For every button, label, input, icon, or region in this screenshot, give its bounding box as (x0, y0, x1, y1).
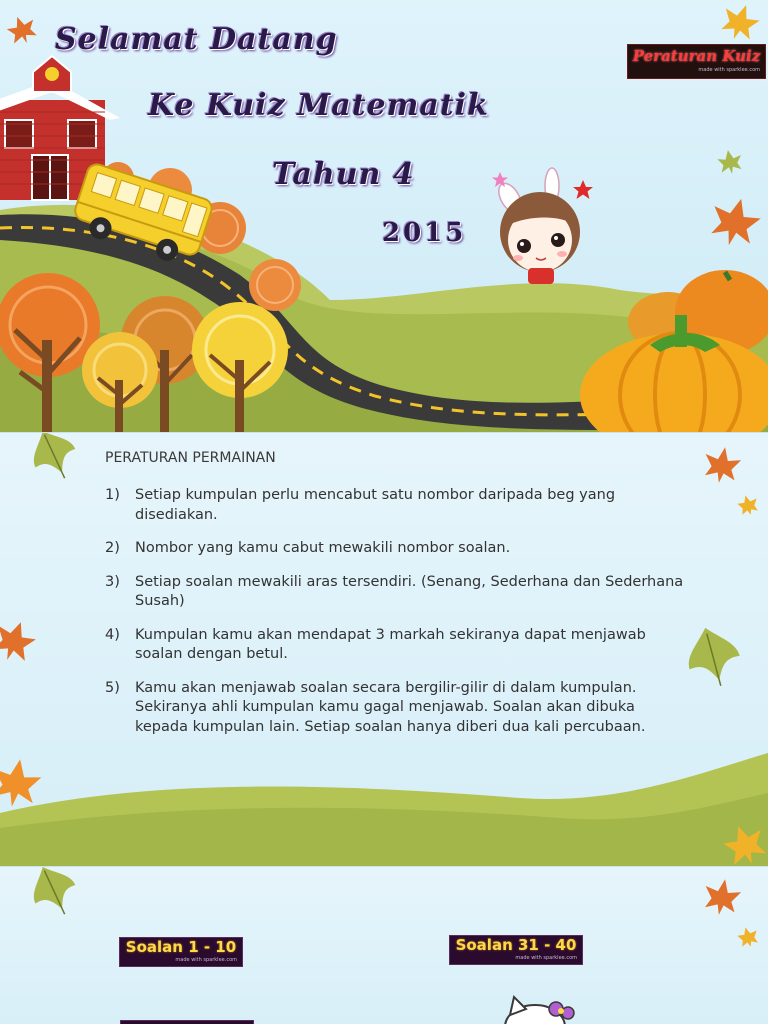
maple-leaf-icon (0, 755, 44, 811)
question-menu-slide (0, 866, 768, 1024)
rule-number: 3) (105, 573, 120, 590)
rule-number: 1) (105, 487, 120, 503)
bunny-girl-icon (494, 168, 580, 284)
rules-button[interactable] (627, 44, 766, 79)
maple-leaf-icon (23, 433, 85, 487)
questions-31-40-watermark: made with sparklee.com (515, 955, 577, 961)
rule-number: 2) (105, 540, 120, 556)
rule-text: Kumpulan kamu akan mendapat 3 markah sekiranya dapat menjawab soalan dengan betul. (135, 626, 646, 662)
maple-leaf-icon (680, 621, 746, 692)
maple-leaf-icon (23, 867, 85, 923)
rule-item (105, 679, 685, 738)
maple-leaf-icon (4, 12, 40, 48)
rule-item (105, 539, 685, 559)
maple-leaf-icon (701, 876, 743, 918)
maple-leaf-icon (736, 493, 760, 517)
questions-31-40-button[interactable] (449, 935, 583, 965)
rule-item (105, 573, 685, 612)
maple-leaf-icon (0, 615, 40, 666)
hello-kitty-icon (505, 997, 574, 1024)
maple-leaf-icon (736, 925, 760, 949)
questions-1-10-button[interactable] (119, 937, 243, 967)
maple-leaf-icon (701, 444, 743, 486)
maple-leaf-icon (717, 0, 763, 45)
menu-slide-background (0, 867, 768, 1024)
title-welcome: Selamat Datang (55, 22, 338, 57)
title-year: 2015 (382, 218, 467, 248)
questions-1-10-watermark: made with sparklee.com (175, 957, 237, 963)
rules-button-label: Peraturan Kuiz (632, 47, 761, 65)
questions-31-40-label: Soalan 31 - 40 (455, 936, 577, 954)
next-question-button-partial[interactable] (120, 1020, 254, 1024)
rule-number: 5) (105, 679, 120, 696)
rule-number: 4) (105, 626, 120, 643)
rule-text: Kamu akan menjawab soalan secara bergilir-gilir di dalam kumpulan. Sekiranya ahli kumpulan kamu gagal menjawab. Soalan akan dibuka kepada kumpulan lain. Setiap soalan hanya diberi dua kali percubaan. (135, 679, 646, 735)
maple-leaf-icon (716, 148, 744, 176)
rule-text: Setiap kumpulan perlu mencabut satu nombor daripada beg yang disediakan. (135, 487, 616, 523)
star-icon (573, 180, 593, 199)
rule-item (105, 626, 685, 665)
rule-text: Nombor yang kamu cabut mewakili nombor soalan. (135, 540, 511, 556)
rule-text: Setiap soalan mewakili aras tersendiri. (Senang, Sederhana dan Sederhana Susah) (135, 573, 684, 609)
title-grade: Tahun 4 (272, 157, 415, 192)
rules-heading: PERATURAN PERMAINAN (105, 450, 276, 466)
questions-1-10-label: Soalan 1 - 10 (125, 938, 237, 956)
title-slide (0, 0, 768, 432)
rule-item (105, 486, 685, 525)
maple-leaf-icon (706, 193, 765, 252)
title-quiz-name: Ke Kuiz Matematik (148, 88, 489, 123)
rules-button-watermark: made with sparklee.com (698, 67, 760, 73)
rules-list (105, 486, 685, 751)
